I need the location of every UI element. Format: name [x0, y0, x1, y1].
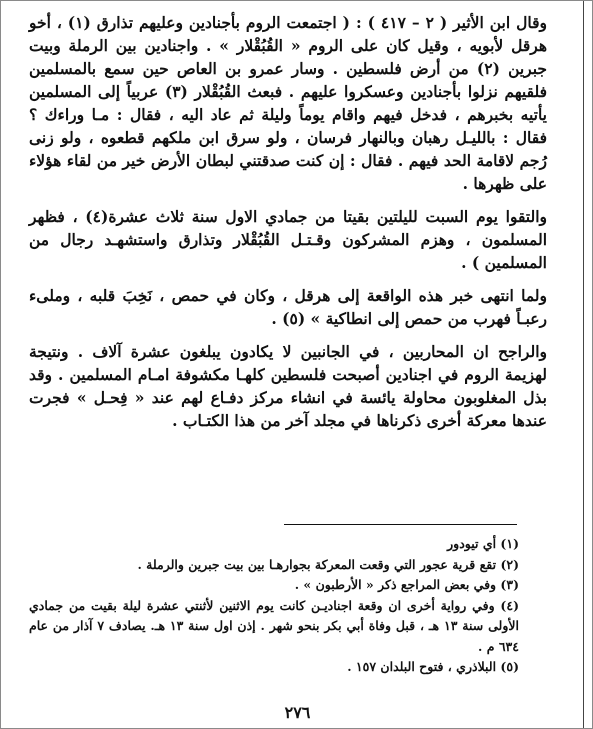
footnote-1: (١) أي تيودور [447, 536, 519, 551]
footnote-5: (٥) البلاذري ، فتوح البلدان ١٥٧ . [347, 659, 519, 674]
paragraph-heraclius: ولما انتهى خبر هذه الواقعة إلى هرقل ، وكان في حمص ، نَخِبَ قلبه ، وملىء رعبـاً فهرب من حمص إلى انطاكية » (٥) . [29, 286, 547, 328]
paragraph-battle-day: والتقوا يوم السبت لليلتين بقيتا من جمادي الاول سنة ثلاث عشرة(٤) ، فظهر المسلمون ، وهزم المشركون وقـتـل القُبُقْلار وتذارق واستشهـد رجال من المسلمين ) . [29, 207, 547, 272]
paragraph-ibn-athir-quote: وقال ابن الأثير ( ٢ – ٤١٧ ) : ( اجتمعت الروم بأجنادين وعليهم تذارق (١) ، أخو هرقل لأبويه ، وقيل كان على الروم « القُبُقْلار » . واجنادين بين الرملة وبيت جبرين (٢) من أرض فلسطين . وسار عمرو بن العاص حين سمع بالمسلمين فلقيهم نزلوا بأجنادين وعسكروا عليهم . فبعث القُبُقْلار (٣) عربياً إلى المسلمين يأتيه بخبرهم ، فدخل فيهم واقام يوماً وليلة ثم عاد اليه ، فقال : مـا وراءك ؟ فقال : بالليـل رهبان وبالنهار فرسان ، ولو سرق ابن ملكهم قطعوه ، ولو زنى رُجم لاقامة الحد فيهم . فقال : إن كنت صدقتني لبطان الأرض خير من لقاء هؤلاء على ظهرها . [29, 13, 548, 193]
book-page-body [29, 11, 547, 442]
paragraph-conclusion: والراجح ان المحاربين ، في الجانبين لا يكادون يبلغون عشرة آلاف . ونتيجة لهزيمة الروم في اجنادين أصبحت فلسطين كلهـا مكشوفة امـام المسلمين . وقد بذل المغلوبون محاولة يائسة في انشاء مركز دفـاع لهم عند « فِحـل » فجرت عندها معركة أخرى ذكرناها في مجلد آخر من هذا الكتـاب . [29, 342, 547, 430]
footnotes [29, 534, 519, 678]
footnote-3: (٣) وفي بعض المراجع ذكر « الأرطبون » . [294, 577, 519, 592]
footnote-2: (٢) تقع قرية عجور التي وقعت المعركة بجوارهـا بين بيت جبرين والرملة . [137, 556, 519, 572]
page-number: ٢٧٦ [284, 703, 311, 722]
margin-rule [583, 1, 584, 728]
footnote-separator [284, 524, 517, 525]
footnote-4: (٤) وفي رواية أخرى ان وقعة اجناديـن كانت يوم الاثنين لأثنتي عشرة ليلة بقيت من جمادي الأولى سنة ١٣ هـ ، قبل وفاة أبي بكر بنحو شهر . إذن اول سنة ١٣ هـ. يصادف ٧ آذار من عام ٦٣٤ م . [29, 597, 519, 654]
